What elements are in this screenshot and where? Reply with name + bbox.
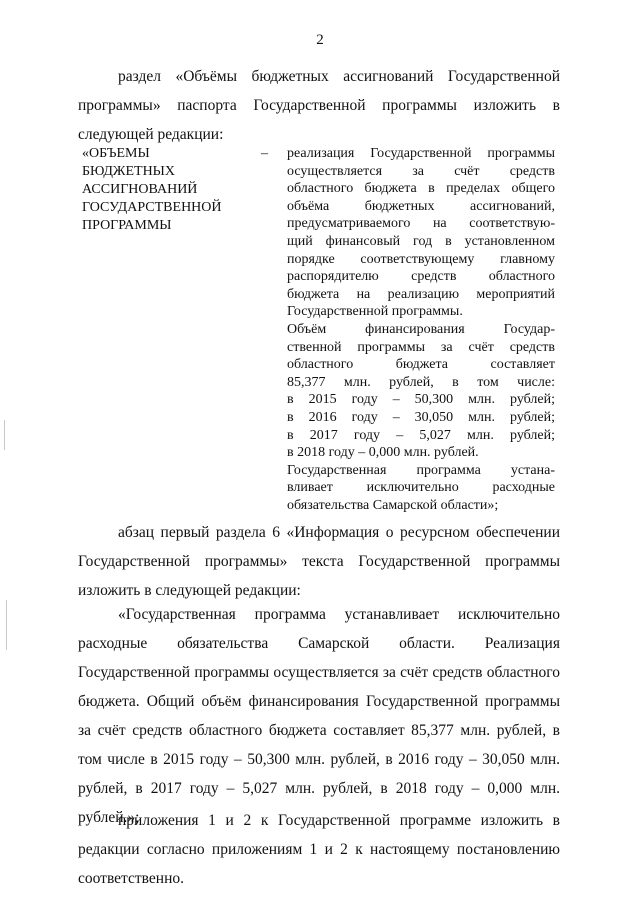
scan-artifact-mark (4, 420, 5, 450)
table-right-line: бюджета на реализацию мероприятий (287, 286, 555, 302)
table-right-line: распорядителю средств областного (287, 269, 555, 285)
intro-paragraph: раздел «Объёмы бюджетных ассигнований Государственной программы» паспорта Государственной программы изложить в следующей редакции: (78, 68, 560, 143)
table-right-line: щий финансовый год в установленном (287, 233, 555, 249)
table-right-line: осуществляется за счёт средств (287, 163, 555, 179)
table-right-line: обязательства Самарской области»; (287, 497, 499, 513)
table-right-line: Объём финансирования Государ- (287, 321, 555, 337)
heading-line: АССИГНОВАНИЙ (82, 182, 198, 197)
table-dash: – (261, 146, 268, 161)
heading-line: ПРОГРАММЫ (82, 218, 172, 233)
heading-line: ГОСУДАРСТВЕННОЙ (82, 200, 222, 215)
table-right-line: реализация Государственной программы (287, 146, 555, 161)
table-right-line: объёма бюджетных ассигнований, (287, 198, 555, 214)
paragraph-quoted-text: «Государственная программа устанавливает исключительно расходные обязательства Самарской области. Реализация Государственной программы осуществляется за счёт средств областного бюджета. Общий объём финансирования Государственной программы за счёт средств областного бюджета составляет 85,377 млн. рублей, в том числе в 2015 году – 50,300 млн. рублей, в 2016 году – 30,050 млн. рублей, в 2017 году – 5,027 млн. рублей, в 2018 году – 0,000 млн. рублей.»; (78, 606, 560, 826)
paragraph-section-6: абзац первый раздела 6 «Информация о ресурсном обеспечении Государственной программы» текста Государственной программы изложить в следующей редакции: (78, 524, 560, 599)
table-right-text (287, 145, 555, 514)
table-left-heading (82, 145, 252, 235)
table-right-line: в 2017 году – 5,027 млн. рублей; (287, 427, 555, 443)
heading-line: БЮДЖЕТНЫХ (82, 164, 176, 179)
heading-line: «ОБЪЕМЫ (82, 146, 150, 161)
scan-artifact-mark (6, 600, 7, 650)
table-right-line: Государственная программа устана- (287, 462, 555, 478)
table-right-line: в 2016 году – 30,050 млн. рублей; (287, 409, 555, 425)
table-right-line: областного бюджета в пределах общего (287, 181, 555, 197)
table-right-line: ственной программы за счёт средств (287, 339, 555, 355)
page-number: 2 (316, 32, 324, 48)
table-right-line: порядке соответствующему главному (287, 251, 555, 267)
table-right-line: предусматриваемого на соответствую- (287, 216, 555, 232)
table-right-line: вливает исключительно расходные (287, 480, 555, 496)
table-right-line: Государственной программы. (287, 304, 463, 320)
table-right-line: в 2015 году – 50,300 млн. рублей; (287, 392, 555, 408)
table-right-line: 85,377 млн. рублей, в том числе: (287, 374, 555, 390)
paragraph-appendices: приложения 1 и 2 к Государственной программе изложить в редакции согласно приложениям 1 и 2 к настоящему постановлению соответственно. (78, 812, 560, 887)
table-right-line: областного бюджета составляет (287, 357, 555, 373)
table-right-line: в 2018 году – 0,000 млн. рублей. (287, 445, 479, 461)
